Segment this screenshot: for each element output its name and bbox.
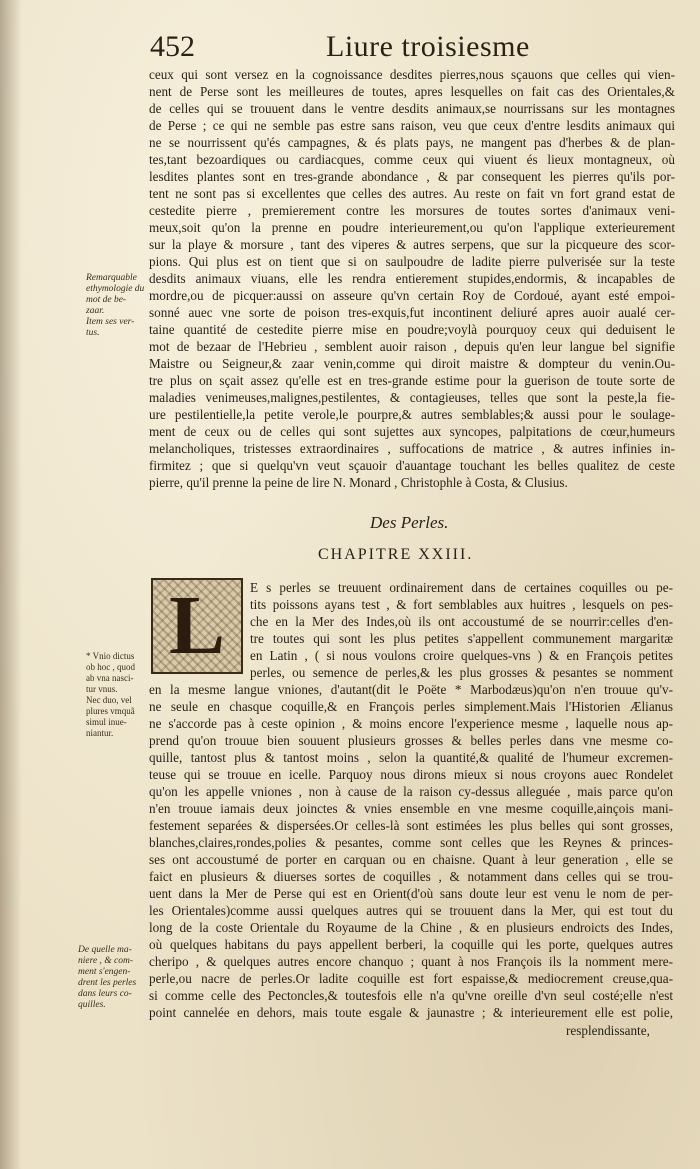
text-line: nent de Perse sont les meilleures de toutes, apres lesquelles on fait cas des Orientales,& bbox=[149, 84, 675, 99]
text-line: sur la playe & morsure , tant des viperes & autres serpens, que sur la picqueure des scor- bbox=[149, 237, 675, 252]
text-line: cestedite pierre , premierement contre les morsures de toutes sortes d'animaux veni- bbox=[149, 203, 675, 218]
text-line: point cannelée en dehors, mais toute esgale & jaunastre ; & interieurement elle est polie, bbox=[149, 1005, 673, 1020]
text-line: faict en plusieurs & diuerses sortes de coquilles , & notamment dans celles qui se trou- bbox=[149, 869, 673, 884]
text-line: melancholiques, tristesses extraordinaires , suffocations de matrice , & autres infinies in- bbox=[149, 441, 675, 456]
text-line: Maistre ou Seigneur,& zaar venin,comme qui diroit maistre & dompteur du venin.Ou- bbox=[149, 356, 675, 371]
text-line: teuse qui se trouue en icelle. Parquoy nous dirons mieux si nous croyons auec Rondelet bbox=[149, 767, 673, 782]
margin-note-line: quilles. bbox=[78, 1000, 106, 1010]
text-line: che en la Mer des Indes,où ils ont accoustumé de se nourrir:celles d'en- bbox=[250, 614, 673, 629]
margin-note-etymology bbox=[86, 273, 146, 339]
text-line: E s perles se treuuent ordinairement dans de certaines coquilles ou pe- bbox=[250, 580, 673, 595]
text-line: où quelques habitans du pays appellent berberi, la coquille qui les porte, quelques autres bbox=[149, 937, 673, 952]
text-line: desdits animaux viuans, elle les rendra entierement stupides,endormis, & incapables de bbox=[149, 271, 675, 286]
text-line: les Orientales)comme aussi quelques autres qui se trouuent dans la Mer, qui est tout du bbox=[149, 903, 673, 918]
text-line: mordre,ou de picquer:aussi on asseure qu'vn certain Roy de Cordoué, ayant esté empoi- bbox=[149, 288, 675, 303]
margin-note-line: simul inue- bbox=[86, 717, 127, 727]
section-title: Des Perles. bbox=[370, 513, 449, 532]
text-line: ne seule en chasque coquille,& en François perles simplement.Mais l'Historien Ælianus bbox=[149, 699, 673, 714]
text-line: tre toutes qui sont les plus petites s'appellent communement margaritæ bbox=[250, 631, 673, 646]
text-line: ment de ceux ou de celles qui sont sujettes aux syncopes, palpitations de cœur,humeurs bbox=[149, 424, 675, 439]
margin-note-line: Remarquable bbox=[86, 273, 137, 283]
margin-note-line: tus. bbox=[86, 328, 100, 338]
text-line: pions. Qui plus est on tient que si on saulpoudre de ladite pierre pulverisée sur la teste bbox=[149, 254, 675, 269]
page-number: 452 bbox=[150, 30, 195, 63]
paragraph-end: resplendissante, bbox=[566, 1023, 650, 1038]
margin-note-line: ment s'engen- bbox=[78, 967, 131, 977]
decorated-initial bbox=[151, 578, 243, 674]
text-line: pierre, qu'il prenne la peine de lire N. Monard , Christophle à Costa, & Clusius. bbox=[149, 475, 568, 490]
text-line: prend qu'on trouue bien souuent plusieurs grosses & belles perles dans vne mesme co- bbox=[149, 733, 673, 748]
text-line: en la mesme langue vniones, d'autant(dit le Poëte * Marbodæus)qu'on n'en trouue qu'v- bbox=[149, 682, 673, 697]
running-title: Liure troisiesme bbox=[326, 30, 530, 63]
text-line: firmitez ; que si quelqu'vn veut sçauoir d'auantage touchant les belles qualitez de ceste bbox=[149, 458, 675, 473]
text-line: si comme celle des Pectoncles,& toutesfois elle n'a qu'vne oreille d'vn seul costé;elle n'est bbox=[149, 988, 673, 1003]
margin-note-line: Item ses ver- bbox=[86, 317, 135, 327]
text-line: ses ont accoustumé de porter en carquan ou en chaisne. Quant à leur generation , elle se bbox=[149, 852, 673, 867]
text-line: quille, tantost plus & tantost moins , selon la quantité,& qualité de l'humeur excremen- bbox=[149, 750, 673, 765]
text-line: en Latin , ( si nous voulons croire quelques-vns ) & en François petites bbox=[250, 648, 673, 663]
margin-note-line: ob hoc , quod bbox=[86, 662, 135, 672]
margin-note-line: plures vmquã bbox=[86, 706, 135, 716]
chapter-title: CHAPITRE XXIII. bbox=[318, 546, 474, 563]
margin-note-line: tur vnus. bbox=[86, 684, 118, 694]
margin-note-line: niantur. bbox=[86, 728, 114, 738]
margin-note-line: * Vnio dictus bbox=[86, 651, 135, 661]
margin-note-line: niere , & com- bbox=[78, 956, 134, 966]
text-line: lesdites plantes sont en tres-grande abondance , & par consequent les pierres qu'ils por- bbox=[149, 169, 675, 184]
paragraph-perles bbox=[149, 681, 673, 1021]
text-line: perle,ou nacre de perles.Or ladite coquille est fort espaisse,& mediocrement creuse,qua- bbox=[149, 971, 673, 986]
text-line: de Perse ; ce qui ne semble pas estre sans raison, veu que ceux d'entre lesdits animaux qui bbox=[149, 118, 675, 133]
page-header bbox=[150, 30, 675, 66]
text-line: uent dans la Mer de Perse qui est en Orient(d'où sans doute leur est venu le nom de per- bbox=[149, 886, 673, 901]
paragraph-perles-beside-initial bbox=[250, 579, 673, 681]
margin-note-vnio bbox=[86, 651, 146, 739]
initial-letter: L bbox=[168, 579, 226, 672]
text-line: n'en trouue iamais deux joinctes & vnies ensemble en vne mesme coquille,ainçois mani- bbox=[149, 801, 673, 816]
margin-note-line: ethymologie du bbox=[86, 284, 145, 294]
margin-note-line: ab vna nasci- bbox=[86, 673, 134, 683]
text-line: de celles qui se trouuent dans le ventre desdits animaux,se nourrissans sur les montagnes bbox=[149, 101, 675, 116]
text-line: tent ne sont pas si excellentes que celles des autres. Au reste on fait vn fort grand estat de bbox=[149, 186, 675, 201]
margin-note-line: zaar. bbox=[86, 306, 105, 316]
paragraph-bezoar bbox=[149, 66, 675, 491]
text-line: ne s'accorde pas à ceste opinion , & moins encore l'experience mesme , laquelle nous ap- bbox=[149, 716, 673, 731]
text-line: sonné auec vne sorte de poison tres-exquis,fut incontinent deliuré apres auoir aualé cer- bbox=[149, 305, 675, 320]
gutter-shadow bbox=[0, 0, 22, 1169]
text-line: mot de bezaar de l'Hebrieu , semblent auoir raison , depuis qu'en leur langue bel signifie bbox=[149, 339, 675, 354]
margin-note-line: mot de be- bbox=[86, 295, 127, 305]
text-line: cheripo , & quelques autres encore chanquo ; quant à nos François ils la nomment mere- bbox=[149, 954, 673, 969]
text-line: ne se nourrissent qu'és campagnes, & és plats pays, ne mangent pas d'herbes & de plan- bbox=[149, 135, 675, 150]
text-line: blanches,claires,rondes,polies & pesantes, comme sont celles que les Reynes & princes- bbox=[149, 835, 673, 850]
margin-note-line: drent les perles bbox=[78, 978, 137, 988]
text-line: meux,soit qu'on la prenne en poudre interieurement,ou qu'on l'applique exterieurement bbox=[149, 220, 675, 235]
text-line: perles, ou semence de perles,& les plus grosses & pesantes se nomment bbox=[250, 665, 673, 680]
text-line: tre plus on sçait assez qu'elle est en tres-grande estime pour la guerison de toute sorte de bbox=[149, 373, 675, 388]
margin-note-line: Nec duo, vel bbox=[86, 695, 132, 705]
text-line: festement separées & dispersées.Or celles-là sont estimées les plus belles qui sont grosses, bbox=[149, 818, 673, 833]
text-line: tits poissons ayans test , & fort semblables aux huitres , lesquels on pes- bbox=[250, 597, 673, 612]
text-line: tes,tant bezoardiques ou cardiacques, comme ceux qui viuent és lieux montagneux, où bbox=[149, 152, 675, 167]
margin-note-generation bbox=[78, 945, 144, 1011]
text-line: qu'on les appelle vniones , non à cause de la raison cy-dessus alleguée , mais parce qu'on bbox=[149, 784, 673, 799]
text-line: taine quantité de cestedite pierre mise en poudre;voylà pourquoy ceux qui deduisent le bbox=[149, 322, 675, 337]
margin-note-line: dans leurs co- bbox=[78, 989, 132, 999]
margin-note-line: De quelle ma- bbox=[78, 945, 132, 955]
text-line: ceux qui sont versez en la cognoissance desdites pierres,nous sçauons que celles qui vien- bbox=[149, 67, 675, 82]
text-line: maladies venimeuses,malignes,pestilentes, & contagieuses, telles que sont la peste,la fie- bbox=[149, 390, 675, 405]
text-line: ure pestilentielle,la petite verole,le pourpre,& autres semblables;& aussi pour le soulage- bbox=[149, 407, 675, 422]
text-line: long de la coste Orientale du Royaume de la Chine , & en plusieurs endroicts des Indes, bbox=[149, 920, 673, 935]
